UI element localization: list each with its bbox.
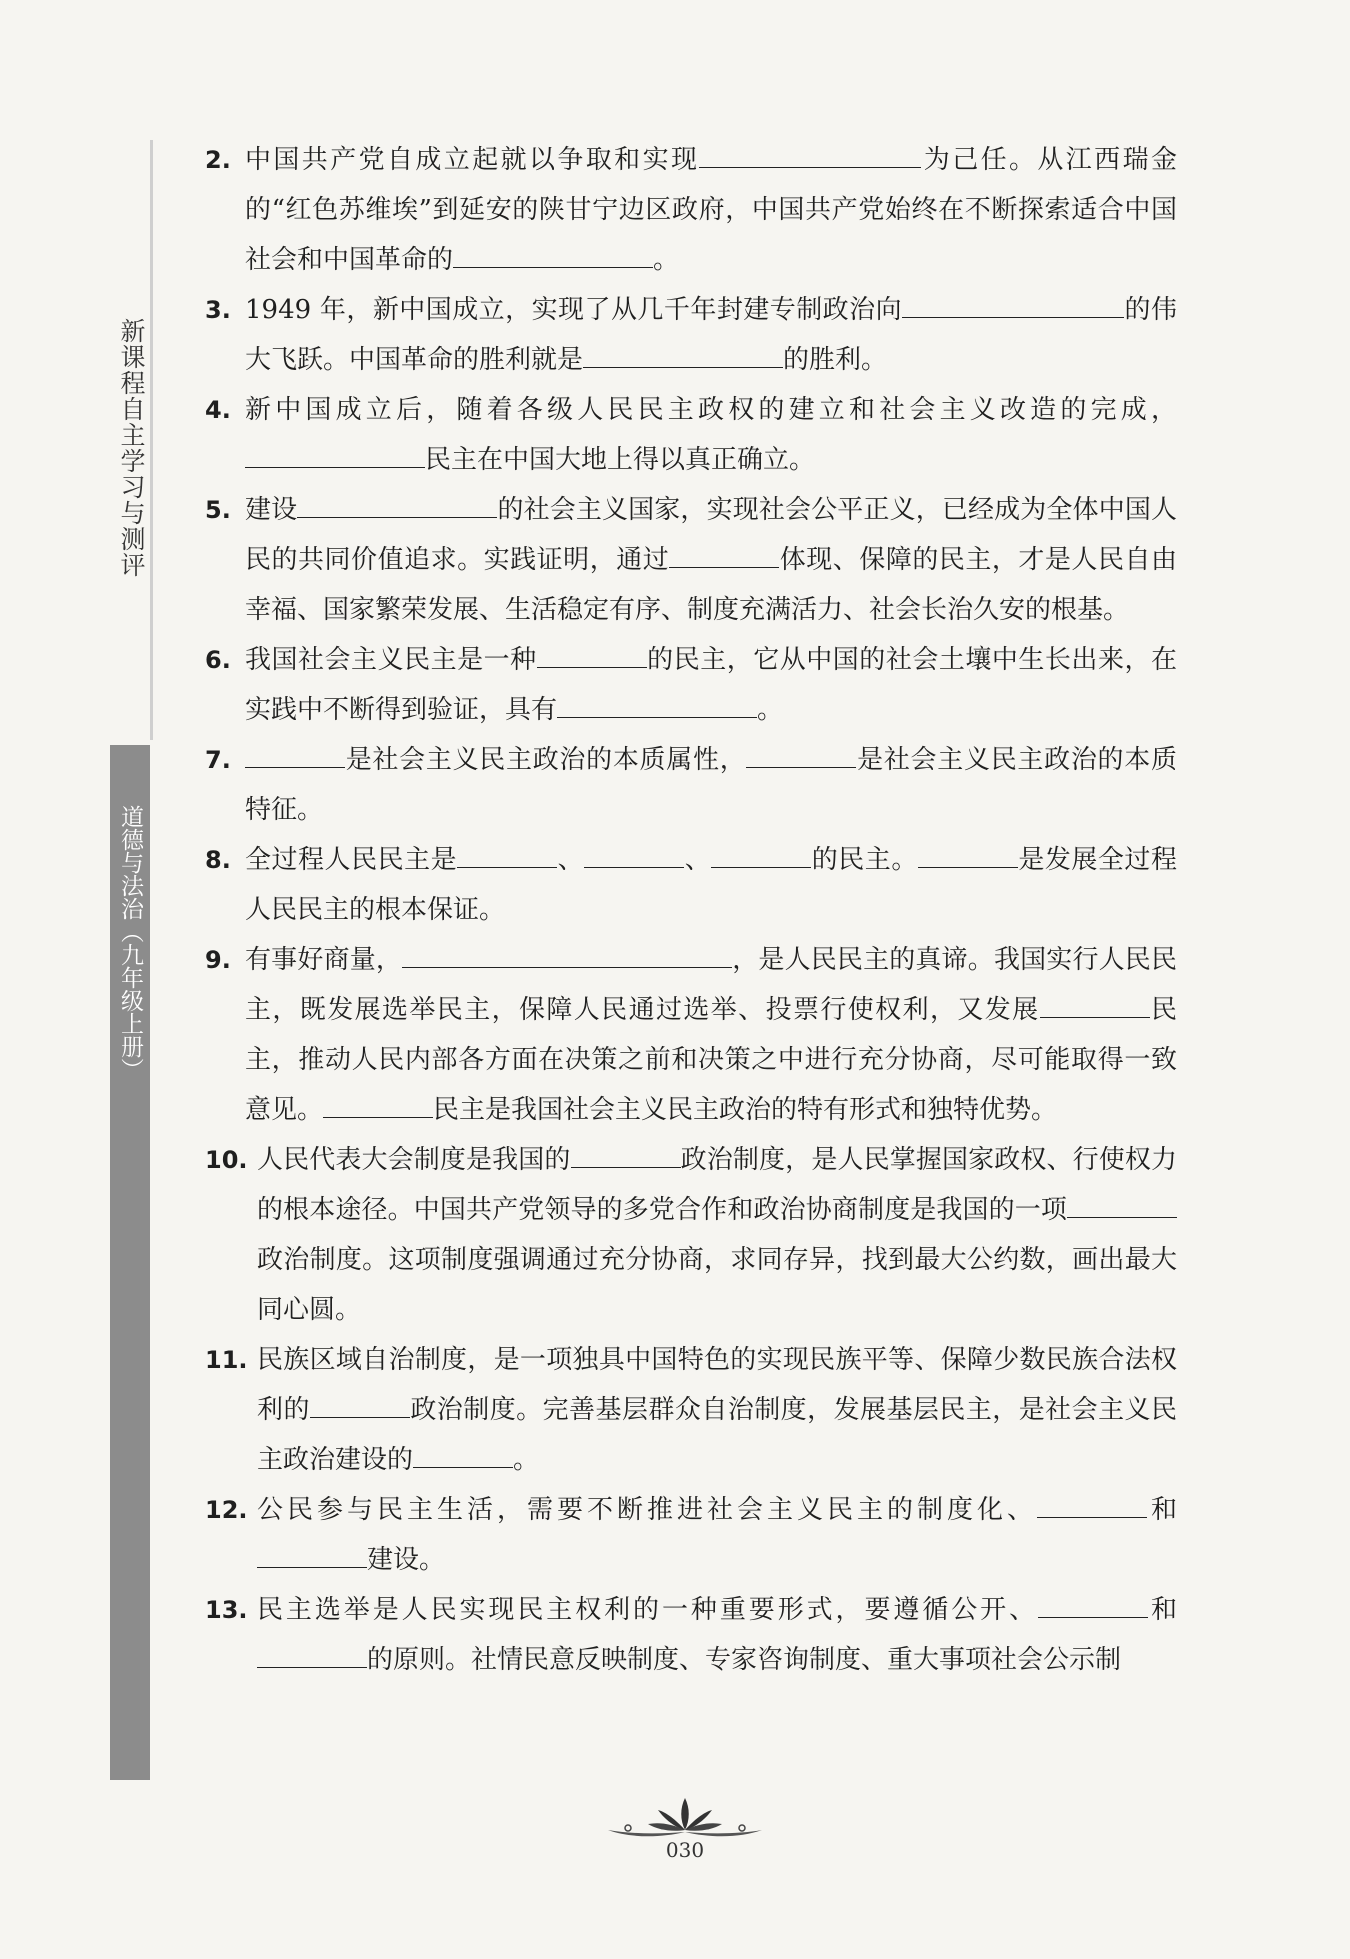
answer-blank[interactable]: [257, 1641, 367, 1668]
answer-blank[interactable]: [902, 291, 1124, 318]
series-title: 新课程自主学习与测评: [117, 318, 146, 578]
question-number: 11.: [205, 1346, 248, 1374]
answer-blank[interactable]: [257, 1541, 367, 1568]
question-11: 11. 民族区域自治制度，是一项独具中国特色的实现民族平等、保障少数民族合法权利的 政治制度。完善基层群众自治制度，发展基层民主，是社会主义民主政治建设的 。: [205, 1335, 1177, 1485]
question-6: 6. 我国社会主义民主是一种 的民主，它从中国的社会土壤中生长出来，在实践中不断得到验证，具有 。: [205, 635, 1177, 735]
question-number: 4.: [205, 396, 231, 424]
question-number: 12.: [205, 1496, 248, 1524]
question-13: 13. 民主选举是人民实现民主权利的一种重要形式，要遵循公开、 和的原则。社情民意反映制度、专家咨询制度、重大事项社会公示制: [205, 1585, 1177, 1685]
question-9: 9. 有事好商量， ，是人民民主的真谛。我国实行人民民主，既发展选举民主，保障人民通过选举、投票行使权利，又发展 民主，推动人民内部各方面在决策之前和决策之中进行充分协商，尽可能取得一致意见。 民主是我国社会主义民主政治的特有形式和独特优势。: [205, 935, 1177, 1135]
answer-blank[interactable]: [1040, 991, 1150, 1018]
question-number: 5.: [205, 496, 231, 524]
question-number: 10.: [205, 1146, 248, 1174]
question-4: 4. 新中国成立后，随着各级人民民主政权的建立和社会主义改造的完成，民主在中国大地上得以真正确立。: [205, 385, 1177, 485]
question-7: 7. 是社会主义民主政治的本质属性， 是社会主义民主政治的本质特征。: [205, 735, 1177, 835]
answer-blank[interactable]: [323, 1091, 433, 1118]
answer-blank[interactable]: [457, 841, 557, 868]
question-3: 3. 1949 年，新中国成立，实现了从几千年封建专制政治向 的伟大飞跃。中国革命的胜利就是 的胜利。: [205, 285, 1177, 385]
answer-blank[interactable]: [746, 741, 856, 768]
answer-blank[interactable]: [1037, 1491, 1147, 1518]
answer-blank[interactable]: [584, 841, 684, 868]
answer-blank[interactable]: [699, 141, 921, 168]
answer-blank[interactable]: [1038, 1591, 1148, 1618]
question-5: 5. 建设 的社会主义国家，实现社会公平正义，已经成为全体中国人民的共同价值追求。实践证明，通过 体现、保障的民主，才是人民自由幸福、国家繁荣发展、生活稳定有序、制度充满活力、社会长治久安的根基。: [205, 485, 1177, 635]
answer-blank[interactable]: [557, 691, 757, 718]
answer-blank[interactable]: [245, 741, 345, 768]
question-2: 2. 中国共产党自成立起就以争取和实现 为己任。从江西瑞金的“红色苏维埃”到延安的陕甘宁边区政府，中国共产党始终在不断探索适合中国社会和中国革命的 。: [205, 135, 1177, 285]
question-number: 9.: [205, 946, 231, 974]
answer-blank[interactable]: [537, 641, 647, 668]
book-title: 道德与法治（九年级上册）: [117, 805, 143, 1081]
question-list: [205, 135, 1177, 1685]
question-number: 3.: [205, 296, 231, 324]
question-8: 8. 全过程人民民主是 、 、 的民主。 是发展全过程人民民主的根本保证。: [205, 835, 1177, 935]
question-number: 7.: [205, 746, 231, 774]
floral-ornament-icon: [600, 1790, 770, 1840]
answer-blank[interactable]: [297, 491, 497, 518]
answer-blank[interactable]: [245, 441, 425, 468]
question-number: 2.: [205, 146, 231, 174]
question-number: 6.: [205, 646, 231, 674]
question-10: 10. 人民代表大会制度是我国的 政治制度，是人民掌握国家政权、行使权力的根本途径。中国共产党领导的多党合作和政治协商制度是我国的一项政治制度。这项制度强调通过充分协商，求同存异，找到最大公约数，画出最大同心圆。: [205, 1135, 1177, 1335]
answer-blank[interactable]: [402, 941, 732, 968]
answer-blank[interactable]: [669, 541, 779, 568]
answer-blank[interactable]: [711, 841, 811, 868]
question-number: 13.: [205, 1596, 248, 1624]
answer-blank[interactable]: [571, 1141, 681, 1168]
answer-blank[interactable]: [413, 1441, 513, 1468]
answer-blank[interactable]: [583, 341, 783, 368]
answer-blank[interactable]: [453, 241, 653, 268]
answer-blank[interactable]: [310, 1391, 410, 1418]
question-number: 8.: [205, 846, 231, 874]
answer-blank[interactable]: [1067, 1191, 1177, 1218]
page-number: 030: [665, 1838, 705, 1862]
page-footer: [600, 1790, 770, 1870]
question-12: 12. 公民参与民主生活，需要不断推进社会主义民主的制度化、 和建设。: [205, 1485, 1177, 1585]
answer-blank[interactable]: [918, 841, 1018, 868]
